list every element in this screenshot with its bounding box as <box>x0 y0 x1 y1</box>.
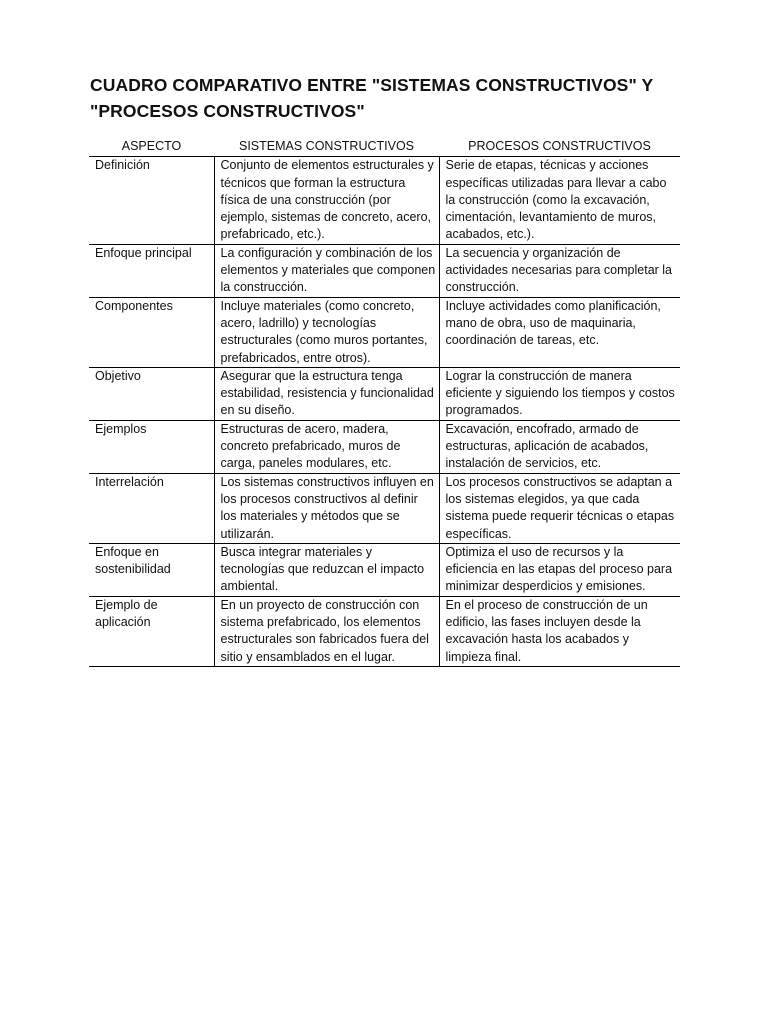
procesos-cell: En el proceso de construcción de un edificio, las fases incluyen desde la excavación hasta los acabados y limpieza final. <box>439 596 680 666</box>
page-title <box>90 72 690 124</box>
sistemas-cell: Incluye materiales (como concreto, acero, ladrillo) y tecnologías estructurales (como muros portantes, prefabricados, entre otros). <box>214 297 439 367</box>
aspect-cell: Enfoque en sostenibilidad <box>89 543 214 596</box>
table-header-row <box>89 138 680 157</box>
aspect-cell: Objetivo <box>89 367 214 420</box>
sistemas-cell: Estructuras de acero, madera, concreto prefabricado, muros de carga, paneles modulares, etc. <box>214 420 439 473</box>
page-title-line-1: CUADRO COMPARATIVO ENTRE "SISTEMAS CONSTRUCTIVOS" Y <box>90 75 654 95</box>
comparison-table <box>89 138 680 667</box>
sistemas-cell: Conjunto de elementos estructurales y técnicos que forman la estructura física de una construcción (por ejemplo, sistemas de concreto, acero, prefabricado, etc.). <box>214 157 439 244</box>
table-row <box>89 157 680 244</box>
table-row <box>89 596 680 666</box>
sistemas-cell: Busca integrar materiales y tecnologías que reduzcan el impacto ambiental. <box>214 543 439 596</box>
aspect-cell: Definición <box>89 157 214 244</box>
table-row <box>89 543 680 596</box>
aspect-cell: Ejemplos <box>89 420 214 473</box>
aspect-cell: Ejemplo de aplicación <box>89 596 214 666</box>
table-row <box>89 244 680 297</box>
comparison-table-container <box>89 138 680 667</box>
page-title-line-2: "PROCESOS CONSTRUCTIVOS" <box>90 101 365 121</box>
procesos-cell: Excavación, encofrado, armado de estructuras, aplicación de acabados, instalación de servicios, etc. <box>439 420 680 473</box>
procesos-cell: Optimiza el uso de recursos y la eficiencia en las etapas del proceso para minimizar desperdicios y emisiones. <box>439 543 680 596</box>
procesos-cell: Incluye actividades como planificación, mano de obra, uso de maquinaria, coordinación de tareas, etc. <box>439 297 680 367</box>
procesos-cell: Lograr la construcción de manera eficiente y siguiendo los tiempos y costos programados. <box>439 367 680 420</box>
table-row <box>89 367 680 420</box>
sistemas-cell: Los sistemas constructivos influyen en los procesos constructivos al definir los materiales y métodos que se utilizarán. <box>214 473 439 543</box>
procesos-cell: Serie de etapas, técnicas y acciones específicas utilizadas para llevar a cabo la construcción (como la excavación, cimentación, levantamiento de muros, acabados, etc.). <box>439 157 680 244</box>
aspect-cell: Componentes <box>89 297 214 367</box>
table-row <box>89 297 680 367</box>
header-aspecto: ASPECTO <box>89 138 214 157</box>
table-row <box>89 420 680 473</box>
table-row <box>89 473 680 543</box>
sistemas-cell: Asegurar que la estructura tenga estabilidad, resistencia y funcionalidad en su diseño. <box>214 367 439 420</box>
procesos-cell: Los procesos constructivos se adaptan a los sistemas elegidos, ya que cada sistema puede requerir técnicas o etapas específicas. <box>439 473 680 543</box>
sistemas-cell: En un proyecto de construcción con sistema prefabricado, los elementos estructurales son fabricados fuera del sitio y ensamblados en el lugar. <box>214 596 439 666</box>
sistemas-cell: La configuración y combinación de los elementos y materiales que componen la construcción. <box>214 244 439 297</box>
header-procesos: PROCESOS CONSTRUCTIVOS <box>439 138 680 157</box>
header-sistemas: SISTEMAS CONSTRUCTIVOS <box>214 138 439 157</box>
aspect-cell: Interrelación <box>89 473 214 543</box>
procesos-cell: La secuencia y organización de actividades necesarias para completar la construcción. <box>439 244 680 297</box>
aspect-cell: Enfoque principal <box>89 244 214 297</box>
